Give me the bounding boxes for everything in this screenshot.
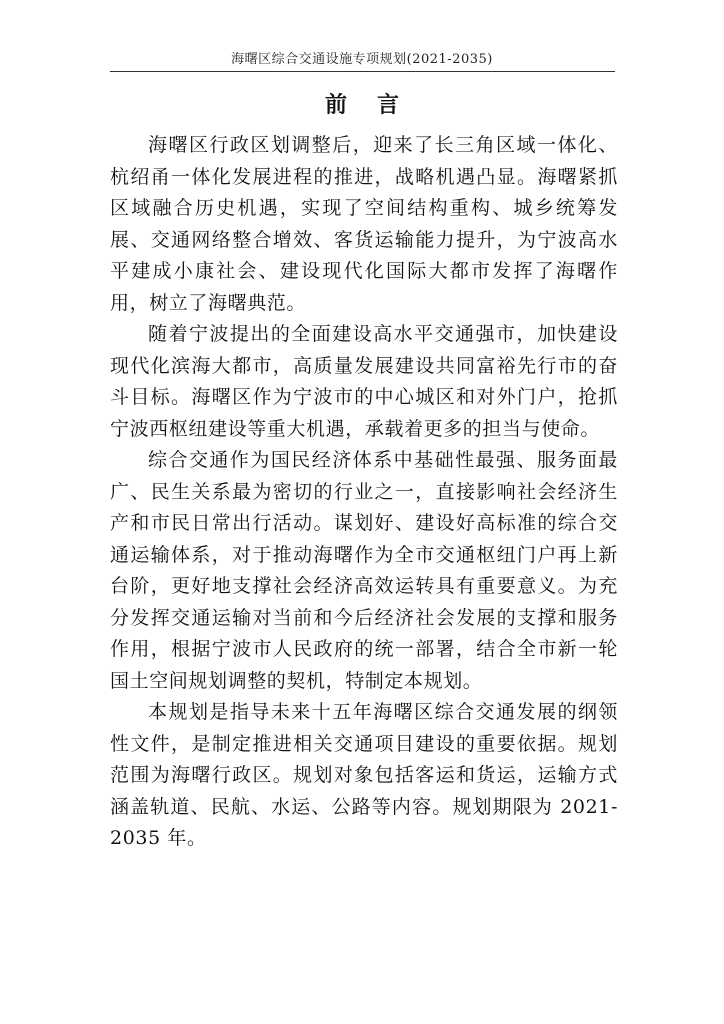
header-divider	[110, 71, 615, 72]
paragraph: 综合交通作为国民经济体系中基础性最强、服务面最广、民生关系最为密切的行业之一，直接影响社会经济生产和市民日常出行活动。谋划好、建设好高标准的综合交通运输体系，对于推动海曙作为全市交通枢纽门户再上新台阶，更好地支撑社会经济高效运转具有重要意义。为充分发挥交通运输对当前和今后经济社会发展的支撑和服务作用，根据宁波市人民政府的统一部署，结合全市新一轮国土空间规划调整的契机，特制定本规划。	[110, 449, 618, 692]
page-title: 前言	[324, 92, 429, 118]
body-text	[110, 130, 618, 855]
running-header: 海曙区综合交通设施专项规划(2021-2035)	[231, 52, 493, 67]
paragraph: 本规划是指导未来十五年海曙区综合交通发展的纲领性文件，是制定推进相关交通项目建设的重要依据。规划范围为海曙行政区。规划对象包括客运和货运，运输方式涵盖轨道、民航、水运、公路等内容。规划期限为 2021-2035 年。	[110, 701, 618, 849]
paragraph: 随着宁波提出的全面建设高水平交通强市，加快建设现代化滨海大都市，高质量发展建设共同富裕先行市的奋斗目标。海曙区作为宁波市的中心城区和对外门户，抢抓宁波西枢纽建设等重大机遇，承载着更多的担当与使命。	[110, 323, 618, 440]
paragraph: 海曙区行政区划调整后，迎来了长三角区域一体化、杭绍甬一体化发展进程的推进，战略机遇凸显。海曙紧抓区域融合历史机遇，实现了空间结构重构、城乡统筹发展、交通网络整合增效、客货运输能力提升，为宁波高水平建成小康社会、建设现代化国际大都市发挥了海曙作用，树立了海曙典范。	[110, 134, 618, 314]
